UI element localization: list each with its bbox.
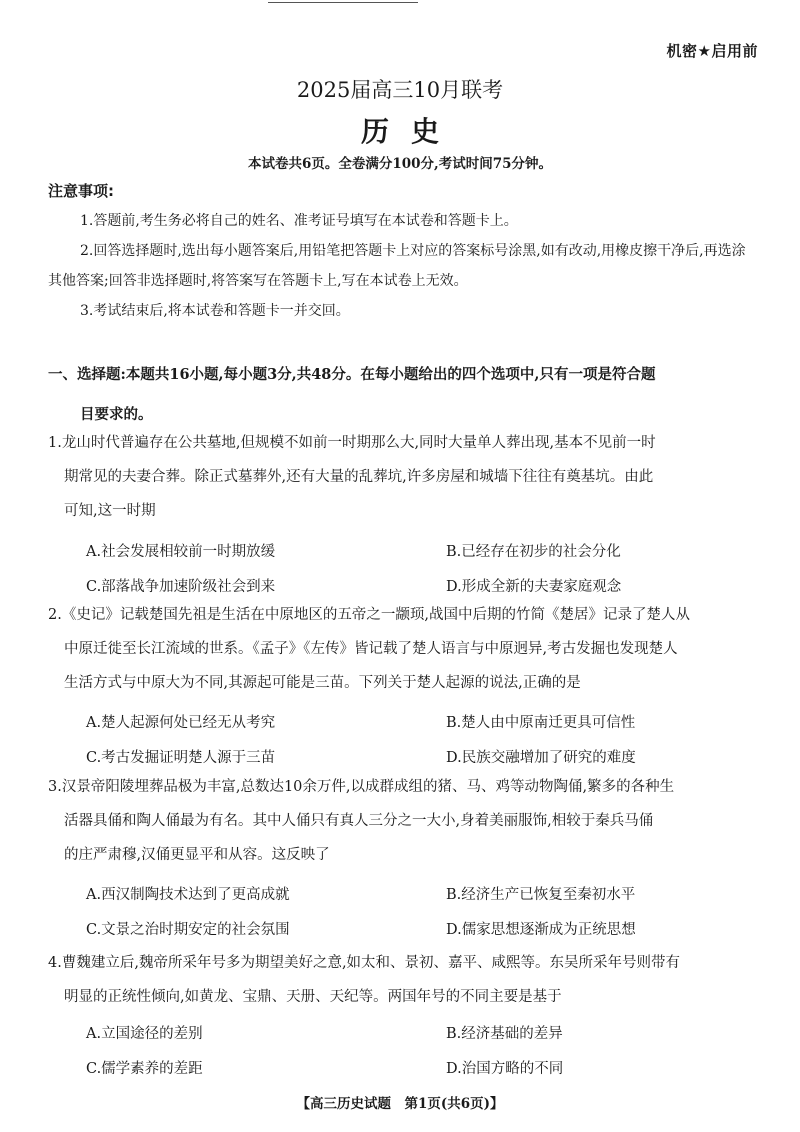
- question-4-line-2: 明显的正统性倾向,如黄龙、宝鼎、天册、天纪等。两国年号的不同主要是基于: [64, 989, 562, 1005]
- question-3-line-2: 活器具俑和陶人俑最为有名。其中人俑只有真人三分之一大小,身着美丽服饰,相较于秦兵马俑: [64, 813, 654, 829]
- section-title-line-2: 目要求的。: [80, 406, 153, 423]
- question-3-stem: [48, 770, 760, 872]
- section-title-line-1: 一、选择题:本题共16小题,每小题3分,共48分。在每小题给出的四个选项中,只有一项是符合题: [48, 366, 656, 383]
- question-1-line-1: 1.龙山时代普遍存在公共墓地,但规模不如前一时期那么大,同时大量单人葬出现,基本不见前一时: [48, 435, 656, 451]
- question-4-line-1: 4.曹魏建立后,魏帝所采年号多为期望美好之意,如太和、景初、嘉平、咸熙等。东吴所采年号则带有: [48, 955, 681, 971]
- notice-item-2: 2.回答选择题时,选出每小题答案后,用铅笔把答题卡上对应的答案标号涂黑,如有改动,用橡皮擦干净后,再选涂其他答案;回答非选择题时,将答案写在答题卡上,写在本试卷上无效。: [48, 243, 746, 289]
- question-4-stem: [48, 946, 760, 1014]
- question-2-line-2: 中原迁徙至长江流域的世系。《孟子》《左传》皆记载了楚人语言与中原迥异,考古发掘也发现楚人: [64, 641, 678, 657]
- question-3-option-a: A.西汉制陶技术达到了更高成就: [86, 887, 290, 903]
- question-3-line-3: 的庄严肃穆,汉俑更显平和从容。这反映了: [64, 847, 330, 863]
- question-4-option-a: A.立国途径的差别: [86, 1026, 203, 1042]
- question-2-option-b: B.楚人由中原南迁更具可信性: [446, 715, 636, 731]
- subject-title: 历史: [360, 115, 461, 148]
- question-2-option-c: C.考古发掘证明楚人源于三苗: [86, 750, 276, 766]
- question-2-line-1: 2.《史记》记载楚国先祖是生活在中原地区的五帝之一颛顼,战国中后期的竹简《楚居》记录了楚人从: [48, 607, 690, 623]
- question-3-option-d: D.儒家思想逐渐成为正统思想: [446, 922, 636, 938]
- notice-item-3: 3.考试结束后,将本试卷和答题卡一并交回。: [80, 303, 350, 319]
- confidential-label: 机密★启用前: [666, 42, 758, 60]
- question-1-option-a: A.社会发展相较前一时期放缓: [86, 544, 276, 560]
- notice-heading: 注意事项:: [48, 182, 114, 200]
- page-footer: 【高三历史试题 第1页(共6页)】: [296, 1096, 504, 1112]
- exam-info: 本试卷共6页。全卷满分100分,考试时间75分钟。: [247, 156, 553, 172]
- question-2-option-d: D.民族交融增加了研究的难度: [446, 750, 636, 766]
- section-title: [48, 355, 760, 435]
- question-1-line-2: 期常见的夫妻合葬。除正式墓葬外,还有大量的乱葬坑,许多房屋和城墙下往往有奠基坑。由此: [64, 469, 654, 485]
- question-4-option-d: D.治国方略的不同: [446, 1061, 564, 1077]
- question-3-line-1: 3.汉景帝阳陵埋葬品极为丰富,总数达10余万件,以成群成组的猪、马、鸡等动物陶俑,繁多的各种生: [48, 779, 675, 795]
- question-4-option-c: C.儒学素养的差距: [86, 1061, 203, 1077]
- question-2-option-a: A.楚人起源何处已经无从考究: [86, 715, 276, 731]
- exam-title: 2025届高三10月联考: [296, 78, 504, 102]
- question-2-stem: [48, 598, 760, 700]
- question-1-stem: [48, 426, 760, 528]
- question-1-option-c: C.部落战争加速阶级社会到来: [86, 579, 276, 595]
- question-3-option-b: B.经济生产已恢复至秦初水平: [446, 887, 636, 903]
- question-1-option-b: B.已经存在初步的社会分化: [446, 544, 621, 560]
- question-1-line-3: 可知,这一时期: [64, 503, 156, 519]
- question-3-option-c: C.文景之治时期安定的社会氛围: [86, 922, 290, 938]
- notice-item-1: 1.答题前,考生务必将自己的姓名、准考证号填写在本试卷和答题卡上。: [80, 213, 518, 229]
- top-rule: [268, 2, 418, 3]
- question-4-option-b: B.经济基础的差异: [446, 1026, 563, 1042]
- question-1-option-d: D.形成全新的夫妻家庭观念: [446, 579, 622, 595]
- question-2-line-3: 生活方式与中原大为不同,其源起可能是三苗。下列关于楚人起源的说法,正确的是: [64, 675, 581, 691]
